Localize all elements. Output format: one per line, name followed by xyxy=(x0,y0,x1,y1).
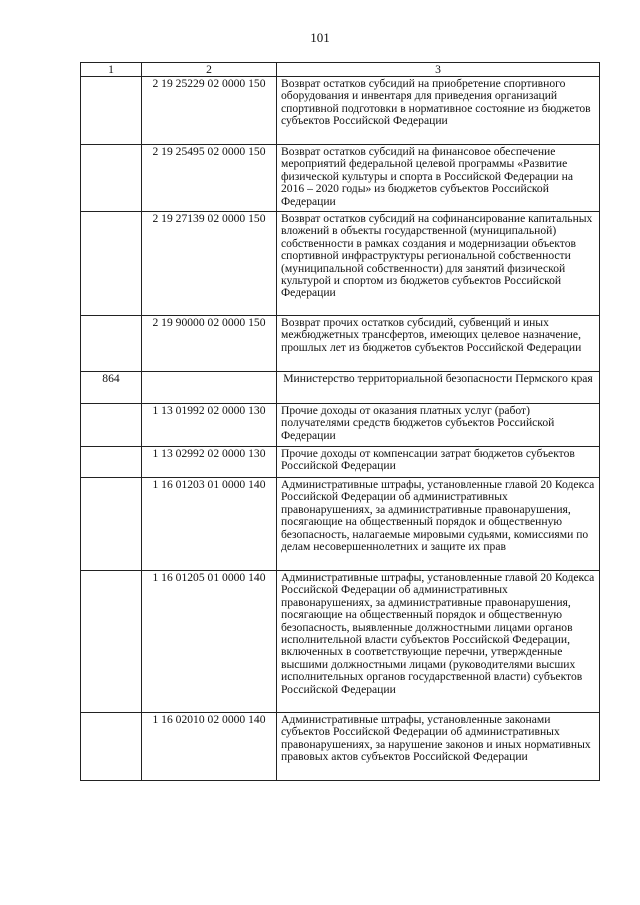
revenue-codes-table xyxy=(80,62,600,781)
revenue-code-cell: 2 19 90000 02 0000 150 xyxy=(142,316,277,372)
table-row xyxy=(81,404,600,447)
description-cell: Возврат остатков субсидий на софинансирование капитальных вложений в объекты государственной (муниципальной) собственности в рамках создания и модернизации объектов спортивной инфраструктуры региональной собственности (муниципальной собственности) для занятий физической культурой и спортом из бюджетов субъектов Российской Федерации xyxy=(277,212,600,316)
description-cell: Возврат остатков субсидий на финансовое обеспечение мероприятий федеральной целевой программы «Развитие физической культуры и спорта в Российской Федерации на 2016 – 2020 годы» из бюджетов субъектов Российской Федерации xyxy=(277,145,600,212)
table-header xyxy=(81,63,600,77)
table-row xyxy=(81,145,600,212)
revenue-code-cell: 2 19 25229 02 0000 150 xyxy=(142,77,277,145)
description-cell: Прочие доходы от оказания платных услуг (работ) получателями средств бюджетов субъектов Российской Федерации xyxy=(277,404,600,447)
header-col-3: 3 xyxy=(277,63,600,77)
admin-code-cell xyxy=(81,404,142,447)
revenue-code-cell: 2 19 25495 02 0000 150 xyxy=(142,145,277,212)
admin-code-cell xyxy=(81,77,142,145)
header-col-2: 2 xyxy=(142,63,277,77)
header-col-1: 1 xyxy=(81,63,142,77)
table-row xyxy=(81,77,600,145)
table-row xyxy=(81,713,600,781)
header-row xyxy=(81,63,600,77)
revenue-code-cell: 1 16 01205 01 0000 140 xyxy=(142,571,277,713)
page-number: 101 xyxy=(310,30,330,45)
table-body xyxy=(81,77,600,781)
description-cell: Возврат остатков субсидий на приобретение спортивного оборудования и инвентаря для приведения организаций спортивной подготовки в нормативное состояние из бюджетов субъектов Российской Федерации xyxy=(277,77,600,145)
table-row xyxy=(81,478,600,571)
description-cell: Административные штрафы, установленные главой 20 Кодекса Российской Федерации об административных правонарушениях, за административные правонарушения, посягающие на общественный порядок и общественную безопасность, выявленные должностными лицами органов исполнительной власти субъектов Российской Федерации, включенных в соответствующие перечни, утвержденные высшими должностными лицами (руководителями высших исполнительных органов государственной власти) субъектов Российской Федерации xyxy=(277,571,600,713)
description-cell: Прочие доходы от компенсации затрат бюджетов субъектов Российской Федерации xyxy=(277,447,600,478)
revenue-code-cell: 1 16 02010 02 0000 140 xyxy=(142,713,277,781)
admin-code-cell xyxy=(81,212,142,316)
description-cell: Возврат прочих остатков субсидий, субвенций и иных межбюджетных трансфертов, имеющих целевое назначение, прошлых лет из бюджетов субъектов Российской Федерации xyxy=(277,316,600,372)
admin-code-cell xyxy=(81,447,142,478)
table-row xyxy=(81,571,600,713)
revenue-code-cell: 2 19 27139 02 0000 150 xyxy=(142,212,277,316)
table-row xyxy=(81,447,600,478)
table-row xyxy=(81,212,600,316)
revenue-code-cell xyxy=(142,372,277,404)
admin-code-cell xyxy=(81,316,142,372)
admin-code-cell xyxy=(81,571,142,713)
admin-code-cell xyxy=(81,713,142,781)
revenue-code-cell: 1 13 01992 02 0000 130 xyxy=(142,404,277,447)
admin-code-cell xyxy=(81,145,142,212)
description-cell: Административные штрафы, установленные законами субъектов Российской Федерации об административных правонарушениях, за нарушение законов и иных нормативных правовых актов субъектов Российской Федерации xyxy=(277,713,600,781)
admin-code-cell xyxy=(81,478,142,571)
revenue-code-cell: 1 16 01203 01 0000 140 xyxy=(142,478,277,571)
administrator-code-cell: 864 xyxy=(81,372,142,404)
administrator-row xyxy=(81,372,600,404)
revenue-code-cell: 1 13 02992 02 0000 130 xyxy=(142,447,277,478)
administrator-name-cell: Министерство территориальной безопасности Пермского края xyxy=(277,372,600,404)
description-cell: Административные штрафы, установленные главой 20 Кодекса Российской Федерации об административных правонарушениях, за административные правонарушения, посягающие на общественный порядок и общественную безопасность, налагаемые мировыми судьями, комиссиями по делам несовершеннолетних и защите их прав xyxy=(277,478,600,571)
table-row xyxy=(81,316,600,372)
